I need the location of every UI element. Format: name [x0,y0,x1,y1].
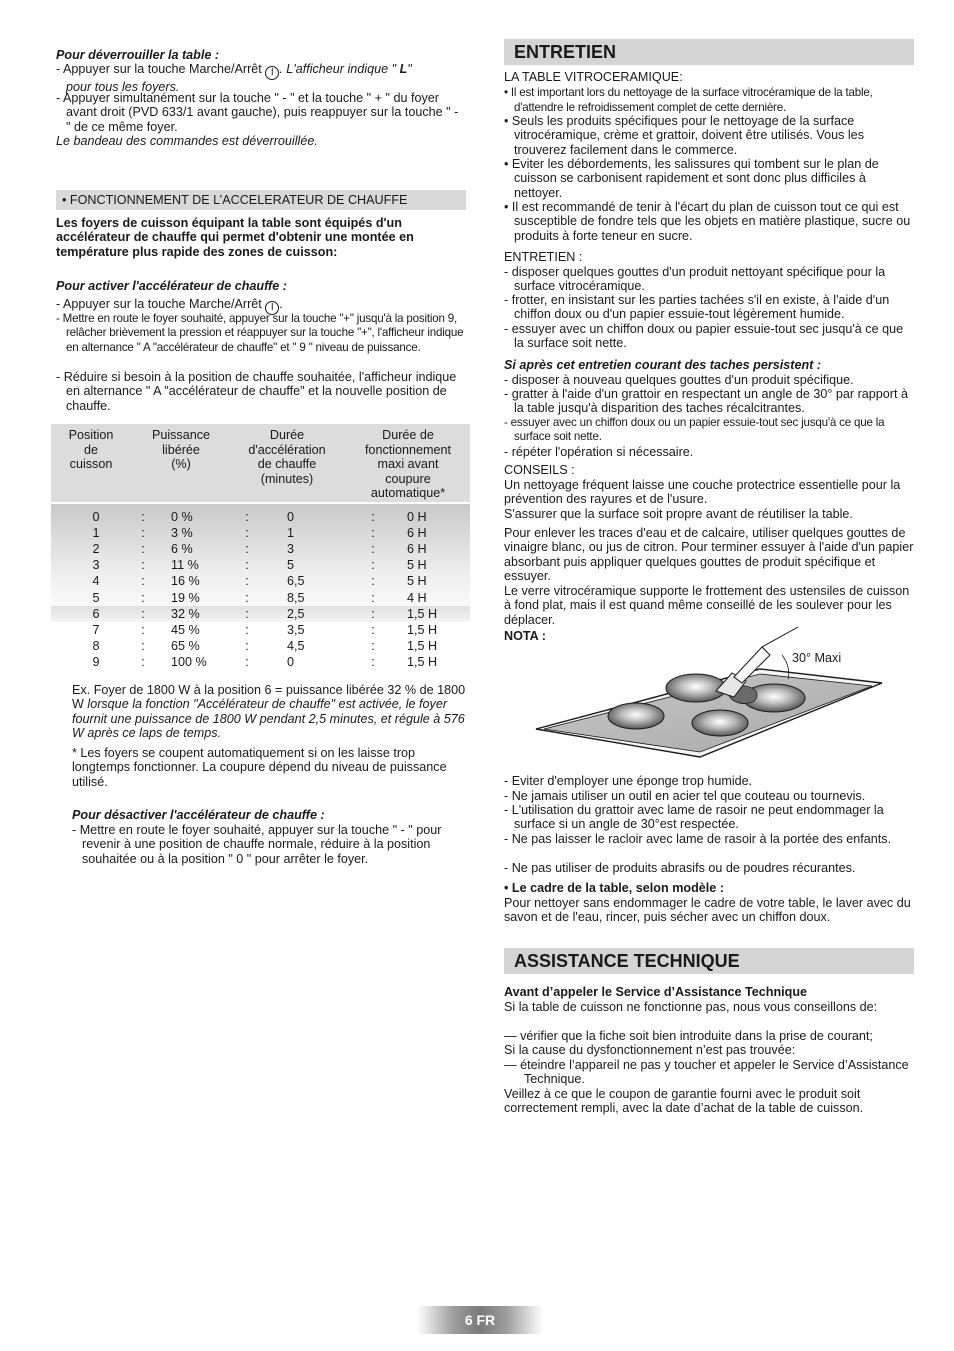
conseils-text-3: Pour enlever les traces d'eau et de calcaire, utiliser quelques gouttes de vinaigre blanc, ou jus de citron. Pour terminer essuyer à l'aide d'un papier absorbant puis appliquer quelques gouttes de produit spécifique et essuyer. [504,526,914,584]
example-text: Ex. Foyer de 1800 W à la position 6 = puissance libérée 32 % de 1800 W lorsque la fonction "Accélérateur de chauffe" est activée, le foyer fournit une puissance de 1800 W pendant 2,5 minutes, et régule à 576 W après ce laps de temps. [72,683,466,741]
table-separator: : [371,542,375,557]
table-row [51,573,470,589]
table-separator: : [371,606,375,621]
power-icon: I [265,301,279,315]
table-separator: : [245,558,249,573]
assist-step: — éteindre l’appareil ne pas y toucher et appeler le Service d’Assistance Technique. [504,1058,909,1087]
table-separator: : [141,638,145,653]
vitro-bullet-2: • Seuls les produits spécifiques pour le nettoyage de la surface vitrocéramique, crème et grattoir, doivent être utilisés. Vous les trouverez facilement dans le commerce. [504,114,864,157]
table-cell: 5 H [407,558,427,573]
table-separator: : [141,606,145,621]
table-cell: 1,5 H [407,606,438,621]
entretien-step-3: - essuyer avec un chiffon doux ou papier essuie-tout sec jusqu'à ce que la surface soit nette. [504,322,904,351]
table-separator: : [245,510,249,524]
table-separator: : [141,622,145,637]
table-separator: : [141,510,145,524]
deactivate-title: Pour désactiver l'accélérateur de chauffe : [72,808,325,822]
table-cell: 1 [92,526,100,541]
table-separator: : [141,542,145,557]
page-number: 6 FR [417,1306,543,1334]
assist-title: Avant d’appeler le Service d’Assistance Technique [504,985,808,999]
activate-step-3: - Réduire si besoin à la position de chauffe souhaitée, l'afficheur indique en alternance " A "accélérateur de chauffe" et la nouvelle position de chauffe. [56,370,457,413]
table-cell: 3 % [171,526,193,541]
assist-intro: Si la table de cuisson ne fonctionne pas, nous vous conseillons de: [504,1000,878,1014]
table-separator: : [371,654,375,669]
table-cell: 0 % [171,510,193,524]
persist-step-1: - disposer à nouveau quelques gouttes d'un produit spécifique. [504,373,854,387]
unlock-note: Le bandeau des commandes est déverrouillée. [56,134,318,148]
col-header-power: Puissance libérée (%) [151,428,211,472]
entretien-step-1: - disposer quelques gouttes d'un produit nettoyant spécifique pour la surface vitrocéramique. [504,265,886,294]
deactivate-text: - Mettre en route le foyer souhaité, appuyer sur la touche " - " pour revenir à une position de chauffe normale, réduire à la position souhaitée ou à la position " 0 " pour arrêter le foyer. [72,823,442,866]
table-separator: : [371,622,375,637]
angle-label: 30° Maxi [792,651,842,665]
table-separator: : [141,654,145,669]
table-cell: 6 [92,606,100,621]
table-row [51,509,470,525]
table-row [51,557,470,573]
table-separator: : [141,526,145,541]
col-header-max-duration: Durée de fonctionnement maxi avant coupure automatique* [364,428,452,501]
table-separator: : [371,574,375,589]
table-cell: 11 % [171,558,199,573]
vitro-bullet-3: • Eviter les débordements, les salissures qui tombent sur le plan de cuisson se carbonisent rapidement et sont donc plus difficiles à nettoyer. [504,157,879,200]
table-row [51,606,470,622]
table-row [51,590,470,606]
table-separator: : [371,590,375,605]
table-separator: : [245,654,249,669]
vitro-label: LA TABLE VITROCERAMIQUE: [504,70,683,84]
table-separator: : [371,558,375,573]
power-icon: I [265,66,279,80]
table-separator: : [141,574,145,589]
conseils-text-4: Le verre vitrocéramique supporte le frottement des ustensiles de cuisson à fond plat, mais il est quand même conseillé de les soulever pour les déplacer. [504,584,910,627]
table-cell: 16 % [171,574,200,589]
conseils-text-1: Un nettoyage fréquent laisse une couche protectrice essentielle pour la prévention des rayures et de l'usure. [504,478,901,507]
table-cell: 9 [92,654,100,669]
table-separator: : [245,574,249,589]
conseils-label: CONSEILS : [504,463,575,477]
table-cell: 4 H [407,590,427,605]
table-separator: : [141,558,145,573]
table-cell: 4,5 [287,638,305,653]
table-separator: : [371,526,375,541]
burner-front-right [692,710,748,736]
table-cell: 8 [92,638,100,653]
table-cell: 1,5 H [407,622,438,637]
table-cell: 6,5 [287,574,305,589]
table-separator: : [245,638,249,653]
persist-step-2: - gratter à l'aide d'un grattoir en respectant un angle de 30° par rapport à la table jusqu'à disparition des taches récalcitrantes. [504,387,909,416]
table-cell: 5 [287,558,295,573]
table-cell: 3 [92,558,100,573]
table-cell: 4 [92,574,100,589]
accelerator-section-header: • FONCTIONNEMENT DE L’ACCELERATEUR DE CHAUFFE [56,190,466,210]
avoid-step-4: - Ne pas laisser le racloir avec lame de rasoir à la portée des enfants. [504,832,892,846]
entretien-heading: ENTRETIEN [504,39,914,65]
vitro-bullet-4: • Il est recommandé de tenir à l'écart du plan de cuisson tout ce qui est susceptible de fondre tels que les objets en matière plastique, sucre ou produits à forte teneur en sucre. [504,200,911,243]
cooktop-scraper-illustration [530,625,890,770]
table-row [51,622,470,638]
table-cell: 5 H [407,574,427,589]
activate-step-2: - Mettre en route le foyer souhaité, appuyer sur la touche "+" jusqu'à la position 9, relâcher brièvement la pression et réappuyer sur la touche "+", l'afficheur indique en alternance " A "accélérateur de chauffe" et " 9 " niveau de puissance. [56,312,464,354]
table-separator: : [141,590,145,605]
table-cell: 2 [92,542,100,557]
table-cell: 1 [287,526,295,541]
persist-title: Si après cet entretien courant des taches persistent : [504,358,822,372]
footnote: * Les foyers se coupent automatiquement si on les laisse trop longtemps fonctionner. La coupure dépend du niveau de puissance utilisé. [72,746,447,789]
table-cell: 32 % [171,606,200,621]
table-row [51,541,470,557]
table-separator: : [371,510,375,524]
activate-step-1: - Appuyer sur la touche Marche/Arrêt I . [56,297,283,313]
table-row [51,638,470,654]
unlock-step-2: - Appuyer simultanément sur la touche " - " et la touche " + " du foyer avant droit (PVD 633/1 avant gauche), puis reappuyer sur la touche " - " de ce même foyer. [56,91,459,134]
table-cell: 3,5 [287,622,305,637]
assist-if: Si la cause du dysfonctionnement n’est pas trouvée: [504,1043,796,1057]
table-cell: 19 % [171,590,200,605]
table-separator: : [245,622,249,637]
unlock-title: Pour déverrouiller la table : [56,48,220,62]
accelerator-intro: Les foyers de cuisson équipant la table sont équipés d'un accélérateur de chauffe qui permet d'obtenir une montée en température plus rapide des zones de cuisson: [56,216,414,259]
burner-back-left [666,674,726,702]
burner-front-left [608,703,664,729]
assist-check: — vérifier que la fiche soit bien introduite dans la prise de courant; [504,1029,873,1043]
table-row [51,654,470,670]
assist-warranty: Veillez à ce que le coupon de garantie fourni avec le produit soit correctement rempli, avec la date d’achat de la table de cuisson. [504,1087,864,1116]
table-cell: 65 % [171,638,200,653]
avoid-step-5: - Ne pas utiliser de produits abrasifs ou de poudres récurantes. [504,861,856,875]
table-cell: 6 H [407,542,427,557]
scraper-angle-line [762,627,798,647]
frame-title: • Le cadre de la table, selon modèle : [504,881,724,895]
table-separator: : [371,638,375,653]
avoid-step-3: - L'utilisation du grattoir avec lame de rasoir ne peut endommager la surface si un angle de 30°est respectée. [504,803,884,832]
unlock-step-1: - Appuyer sur la touche Marche/Arrêt I . L'afficheur indique " L" pour tous les foyers. [56,62,412,94]
table-cell: 0 [287,654,295,669]
table-separator: : [245,542,249,557]
col-header-accel-duration: Durée d'accélération de chauffe (minutes) [248,428,326,486]
conseils-text-2: S'assurer que la surface soit propre avant de réutiliser la table. [504,507,853,521]
col-header-position: Position de cuisson [68,428,114,472]
persist-step-4: - répéter l'opération si nécessaire. [504,445,694,459]
table-separator: : [245,606,249,621]
entretien-label: ENTRETIEN : [504,250,583,264]
table-cell: 0 [287,510,295,524]
table-row [51,525,470,541]
table-cell: 6 % [171,542,193,557]
vitro-bullet-1: • Il est important lors du nettoyage de la surface vitrocéramique de la table, d'attendre le refroidissement complet de cette dernière. [504,86,873,115]
table-cell: 3 [287,542,295,557]
avoid-step-1: - Eviter d'employer une éponge trop humide. [504,774,753,788]
table-cell: 1,5 H [407,638,438,653]
table-separator: : [245,590,249,605]
persist-step-3: - essuyer avec un chiffon doux ou un papier essuie-tout sec jusqu'à ce que la surface soit nette. [504,416,885,444]
table-separator: : [245,526,249,541]
nota-label: NOTA : [504,629,546,643]
table-cell: 45 % [171,622,200,637]
table-cell: 7 [92,622,100,637]
table-cell: 0 H [407,510,427,524]
avoid-step-2: - Ne jamais utiliser un outil en acier tel que couteau ou tournevis. [504,789,866,803]
table-cell: 8,5 [287,590,305,605]
table-cell: 6 H [407,526,427,541]
assistance-heading: ASSISTANCE TECHNIQUE [504,948,914,974]
table-cell: 0 [92,510,100,524]
table-cell: 100 % [171,654,207,669]
frame-text: Pour nettoyer sans endommager le cadre de votre table, le laver avec du savon et de l'eau, rincer, puis sécher avec un chiffon doux. [504,896,911,925]
table-cell: 1,5 H [407,654,438,669]
activate-title: Pour activer l'accélérateur de chauffe : [56,279,287,293]
table-cell: 5 [92,590,100,605]
table-cell: 2,5 [287,606,305,621]
entretien-step-2: - frotter, en insistant sur les parties tachées s'il en existe, à l'aide d'un chiffon doux ou d'un papier essuie-tout légèrement humide. [504,293,890,322]
